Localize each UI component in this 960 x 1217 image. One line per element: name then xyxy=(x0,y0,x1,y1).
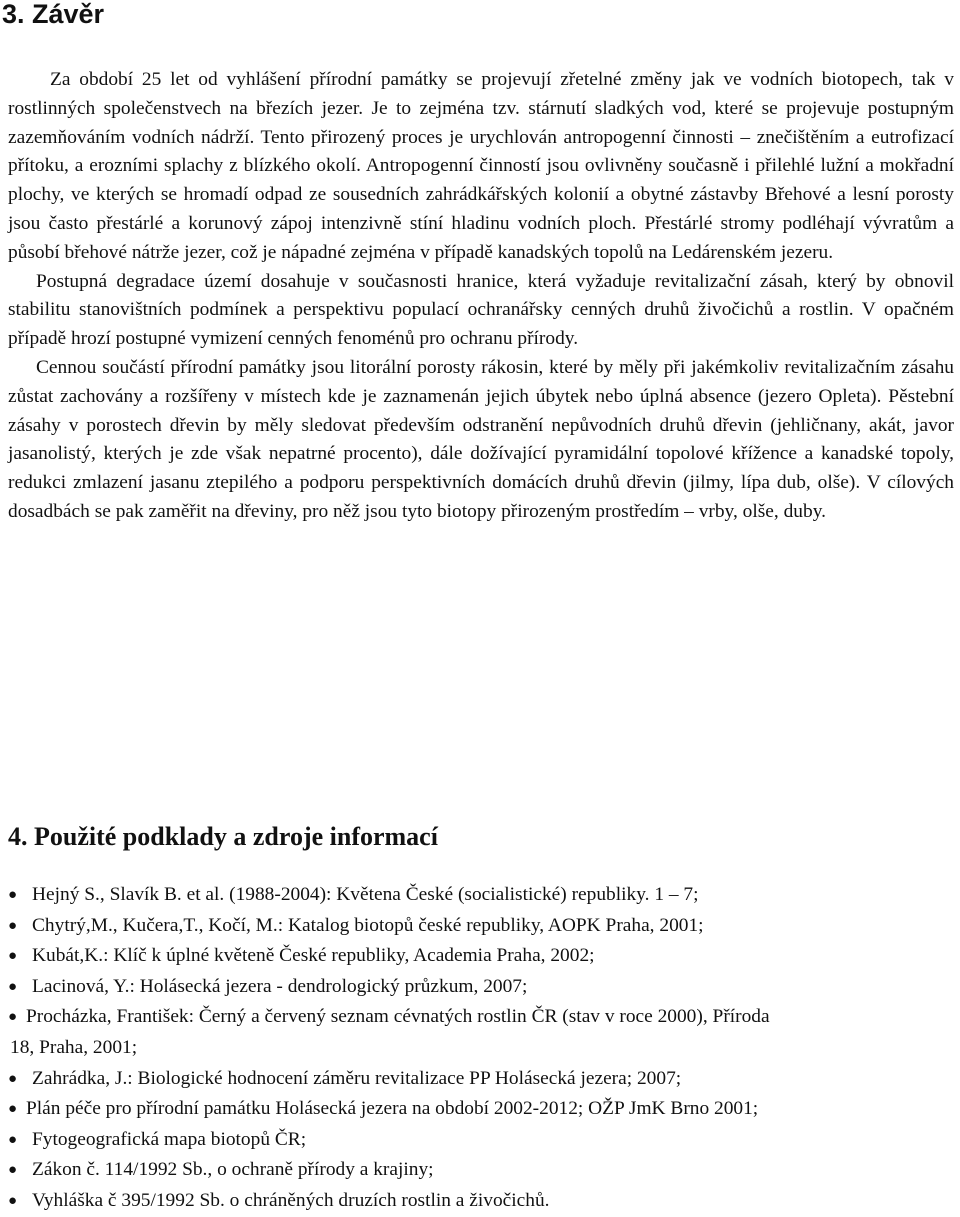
reference-item xyxy=(0,1064,950,1095)
reference-list xyxy=(0,880,950,1217)
reference-text: Chytrý,M., Kučera,T., Kočí, M.: Katalog biotopů české republiky, AOPK Praha, 2001; xyxy=(32,914,704,936)
reference-text: Procházka, František: Černý a červený seznam cévnatých rostlin ČR (stav v roce 2000), Příroda xyxy=(26,1006,770,1028)
paragraph: Postupná degradace území dosahuje v současnosti hranice, která vyžaduje revitalizační zásah, který by obnovil stabilitu stanovištních podmínek a perspektivu populací ochranářsky cenných druhů živočichů a rostlin. V opačném případě hrozí postupné vymizení cenných fenoménů pro ochranu přírody. xyxy=(8,270,954,350)
bullet-icon: ● xyxy=(8,1131,18,1148)
reference-item xyxy=(0,972,950,1003)
reference-item xyxy=(0,1002,950,1063)
conclusion-text xyxy=(8,66,954,527)
bullet-icon: ● xyxy=(8,1101,18,1118)
reference-item xyxy=(0,1094,950,1125)
bullet-icon: ● xyxy=(8,1009,18,1026)
reference-text-continuation: 18, Praha, 2001; xyxy=(10,1036,138,1058)
section-title-conclusion: 3. Závěr xyxy=(2,0,105,29)
reference-item xyxy=(0,1186,950,1217)
bullet-icon: ● xyxy=(8,1070,18,1087)
reference-text: Fytogeografická mapa biotopů ČR; xyxy=(32,1128,307,1150)
reference-text: Vyhláška č 395/1992 Sb. o chráněných druzích rostlin a živočichů. xyxy=(32,1189,550,1211)
section-title-sources: 4. Použité podklady a zdroje informací xyxy=(8,822,438,851)
reference-text: Lacinová, Y.: Holásecká jezera - dendrologický průzkum, 2007; xyxy=(32,975,528,997)
reference-text: Plán péče pro přírodní památku Holásecká jezera na období 2002-2012; OŽP JmK Brno 2001; xyxy=(26,1098,759,1120)
bullet-icon: ● xyxy=(8,978,18,995)
reference-text: Hejný S., Slavík B. et al. (1988-2004): Květena České (socialistické) republiky. 1 – 7; xyxy=(32,884,699,905)
paragraph: Cennou součástí přírodní památky jsou litorální porosty rákosin, které by měly při jakémkoliv revitalizačním zásahu zůstat zachovány a rozšířeny v místech kde je zaznamenán jejich úbytek nebo úplná absence (jezero Opleta). Pěstební zásahy v porostech dřevin by měly sledovat především odstranění nepůvodních druhů dřevin (jehličnany, akát, javor jasanolistý, kterých je zde však nepatrné procento), dále dožívající pyramidální topolové křížence a kanadské topoly, redukci zmlazení jasanu ztepilého a podporu perspektivních domácích druhů dřevin (jilmy, lípa dub, olše). V cílových dosadbách se pak zaměřit na dřeviny, pro něž jsou tyto biotopy přirozeným prostředím – vrby, olše, duby. xyxy=(8,356,954,522)
bullet-icon: ● xyxy=(8,917,18,934)
reference-item xyxy=(0,1125,950,1156)
reference-text: Kubát,K.: Klíč k úplné květeně České republiky, Academia Praha, 2002; xyxy=(32,945,595,967)
reference-text: Zahrádka, J.: Biologické hodnocení záměru revitalizace PP Holásecká jezera; 2007; xyxy=(32,1067,682,1089)
bullet-icon: ● xyxy=(8,1192,18,1209)
bullet-icon: ● xyxy=(8,948,18,965)
bullet-icon: ● xyxy=(8,887,18,903)
reference-item xyxy=(0,941,950,972)
reference-item xyxy=(0,880,950,911)
reference-item xyxy=(0,1155,950,1186)
reference-text: Zákon č. 114/1992 Sb., o ochraně přírody a krajiny; xyxy=(32,1159,434,1181)
reference-item xyxy=(0,911,950,942)
bullet-icon: ● xyxy=(8,1162,18,1179)
paragraph: Za období 25 let od vyhlášení přírodní památky se projevují zřetelné změny jak ve vodních biotopech, tak v rostlinných společenstvech na březích jezer. Je to zejména tzv. stárnutí sladkých vod, které se projevuje postupným zazemňováním vodních nádrží. Tento přirozený proces je urychlován antropogenní činnosti – znečištěním a eutrofizací přítoku, a erozními splachy z blízkého okolí. Antropogenní činností jsou ovlivněny současně i přilehlé lužní a mokřadní plochy, ve kterých se hromadí odpad ze sousedních zahrádkářských kolonií a obytné zástavby Břehové a lesní porosty jsou často přestárlé a korunový zápoj intenzivně stíní hladinu vodních ploch. Přestárlé stromy podléhají vývratům a působí břehové nátrže jezer, což je nápadné zejména v případě kanadských topolů na Ledárenském jezeru. xyxy=(8,69,954,263)
